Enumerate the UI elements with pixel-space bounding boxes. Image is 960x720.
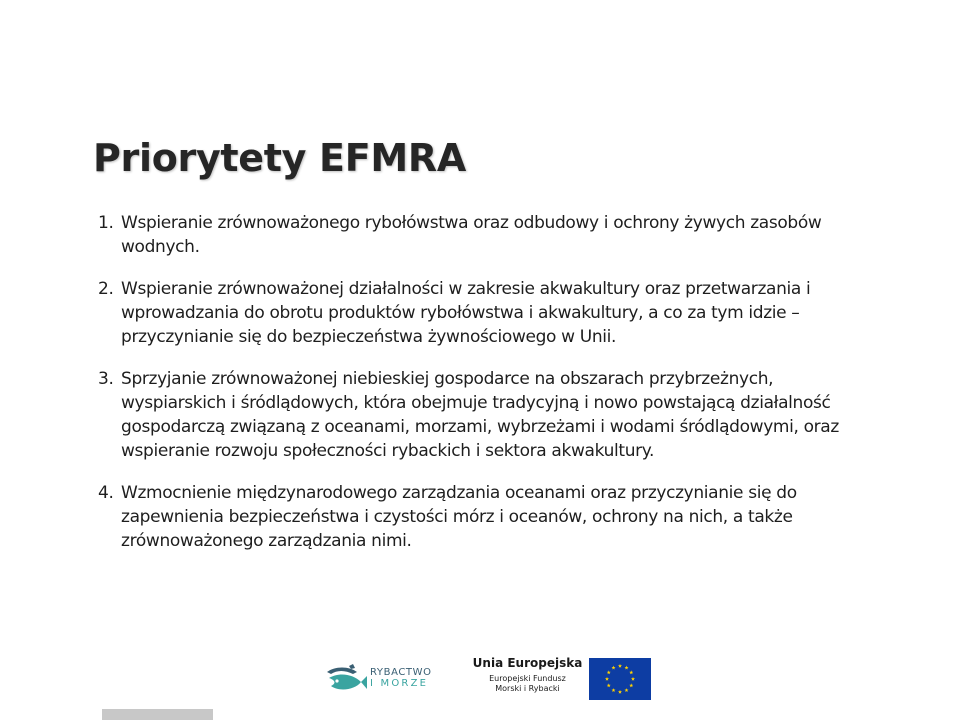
list-item (98, 277, 874, 349)
eu-flag-icon (589, 658, 651, 700)
footer-bar (102, 709, 213, 720)
list-item-number: 3. (98, 369, 114, 389)
list-item-text: Wspieranie zrównoważonego rybołówstwa oraz odbudowy i ochrony żywych zasobów wodnych. (121, 213, 822, 257)
fish-boat-icon (325, 662, 369, 698)
list-item (98, 211, 874, 259)
list-item (98, 481, 874, 553)
rybactwo-line1: RYBACTWO (370, 667, 432, 678)
rybactwo-logo (325, 662, 437, 698)
ue-title: Unia Europejska (472, 656, 583, 670)
rybactwo-wordmark (370, 667, 432, 689)
list-item-number: 4. (98, 483, 114, 503)
footer-logos (0, 652, 960, 708)
list-item (98, 367, 874, 463)
list-item-text: Wspieranie zrównoważonej działalności w zakresie akwakultury oraz przetwarzania i wprowadzania do obrotu produktów rybołówstwa i akwakultury, a co za tym idzie – przyczynianie się do bezpieczeństwa żywnościowego w Unii. (121, 279, 811, 347)
ue-subtitle-line1: Europejski Fundusz (489, 674, 566, 683)
list-item-number: 1. (98, 213, 114, 233)
slide-title: Priorytety EFMRA (93, 136, 466, 180)
list-item-text: Sprzyjanie zrównoważonej niebieskiej gospodarce na obszarach przybrzeżnych, wyspiarskich i śródlądowych, która obejmuje tradycyjną i nowo powstającą działalność gospodarczą związaną z oceanami, morzami, wybrzeżami i wodami śródlądowymi, oraz wspieranie rozwoju społeczności rybackich i sektora akwakultury. (121, 369, 839, 461)
list-item-number: 2. (98, 279, 114, 299)
list-item-text: Wzmocnienie międzynarodowego zarządzania oceanami oraz przyczynianie się do zapewnienia bezpieczeństwa i czystości mórz i oceanów, ochrony na nich, a także zrównoważonego zarządzania nimi. (121, 483, 797, 551)
ue-logo-text (470, 656, 585, 702)
ue-subtitle-line2: Morski i Rybacki (495, 684, 560, 693)
priority-list (98, 211, 874, 571)
rybactwo-line2: I MORZE (370, 678, 429, 689)
